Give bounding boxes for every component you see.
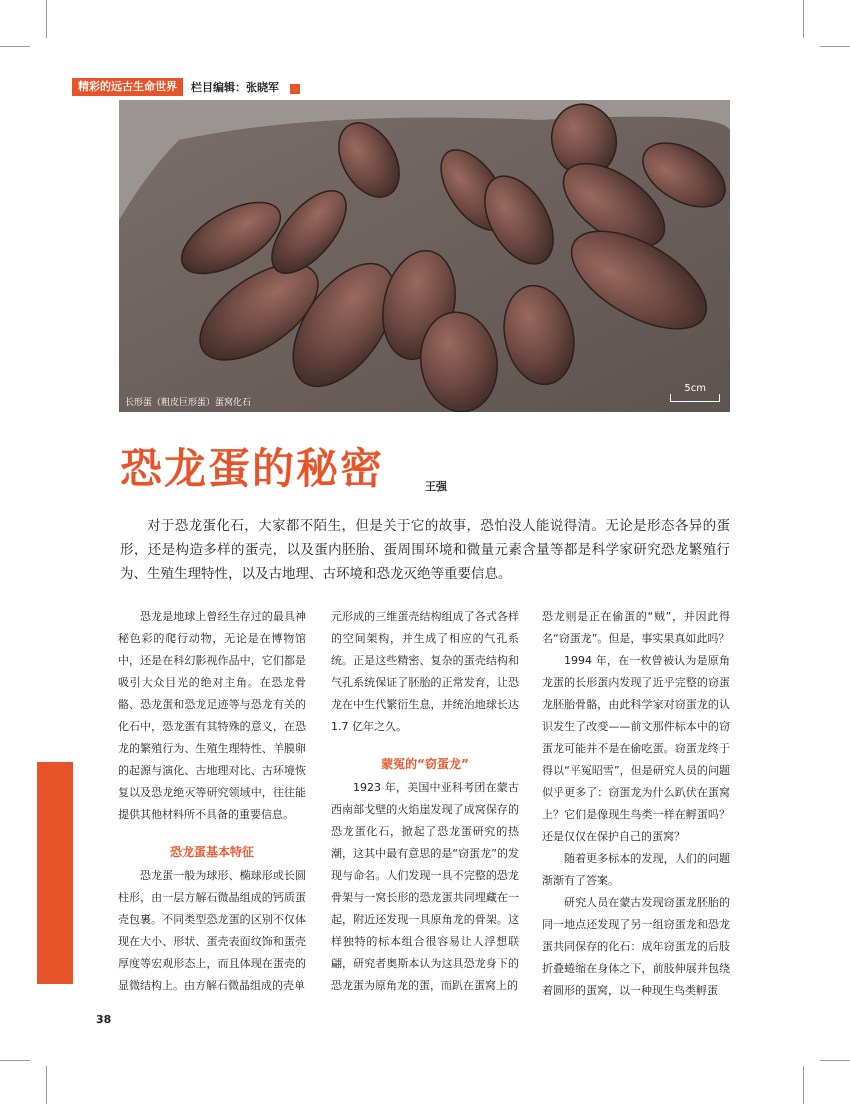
crop-mark [0,1060,30,1061]
header-accent-square [290,84,300,94]
side-accent-bar [37,762,73,984]
page-number: 38 [96,1013,112,1026]
crop-mark [46,0,47,38]
paragraph: 恐龙则是正在偷蛋的“贼”，并因此得名“窃蛋龙”。但是，事实果真如此吗？ [542,610,730,645]
crop-mark [803,0,804,38]
paragraph: 恐龙是地球上曾经生存过的最具神秘色彩的爬行动物，无论是在博物馆中，还是在科幻影视作品中，它们都是吸引大众目光的绝对主角。在恐龙骨骼、恐龙蛋和恐龙足迹等与恐龙有关的化石中，恐龙蛋有其特殊的意义，在恐龙的繁殖行为、生殖生理特性、羊膜卵的起源与演化、古地理对比、古环境恢复以及恐龙绝灭等研究领域中，往往能提供其他材料所不具备的重要信息。 [118,610,306,821]
paragraph: 1923 年，美国中亚科考团在蒙古西南部戈壁的火焰崖发现了成窝保存的恐龙蛋化石，掀起了恐龙蛋研究的热潮，这其中最有意思的是“窃蛋龙”的发现与命名。人们发现一具不完整的恐龙骨架与一窝长形的恐龙蛋共同埋藏在一起，附近还发现一具原角龙的骨架。这样独特的标本组合很容易让人浮想联翩，研究者奥斯本认为这具恐龙身下的恐龙蛋为原角龙的蛋，而趴在蛋窝上的 [331,781,519,992]
crop-mark [46,1066,47,1104]
column-tag: 精彩的远古生命世界 [72,78,183,96]
column-header [72,78,279,96]
egg-nest-fossil-photo [119,100,730,412]
crop-mark [0,46,30,47]
paragraph: 1994 年，在一枚曾被认为是原角龙蛋的长形蛋内发现了近乎完整的窃蛋龙胚胎骨骼，由此科学家对窃蛋龙的认识发生了改变——前文那件标本中的窃蛋龙可能并不是在偷吃蛋。窃蛋龙终于得以“平冤昭雪”，但是研究人员的问题似乎更多了：窃蛋龙为什么趴伏在蛋窝上？它们是像现生鸟类一样在孵蛋吗？还是仅仅在保护自己的蛋窝？ [542,654,730,843]
paragraph: 随着更多标本的发现，人们的问题渐渐有了答案。 [542,852,730,887]
fossil-illustration [119,100,730,412]
section-heading: 恐龙蛋基本特征 [169,845,254,859]
paragraph: 元形成的三维蛋壳结构组成了各式各样的空间架构，并生成了相应的气孔系统。正是这些精密、复杂的蛋壳结构和气孔系统保证了胚胎的正常发育，让恐龙在中生代繁衍生息，并统治地球长达 1.7 亿年之久。 [331,610,519,733]
text-column-3 [542,606,730,1002]
article-intro: 对于恐龙蛋化石，大家都不陌生，但是关于它的故事，恐怕没人能说得清。无论是形态各异的蛋形，还是构造多样的蛋壳，以及蛋内胚胎、蛋周围环境和微量元素含量等都是科学家研究恐龙繁殖行为、生殖生理特性，以及古地理、古环境和恐龙灭绝等重要信息。 [120,518,730,582]
crop-mark [803,1066,804,1104]
text-column-2 [331,606,519,997]
article-author: 王强 [425,480,447,493]
scale-bar [670,394,720,402]
article-title: 恐龙蛋的秘密 [120,444,385,493]
section-heading: 蒙冤的“窃蛋龙” [381,757,469,771]
paragraph: 研究人员在蒙古发现窃蛋龙胚胎的同一地点还发现了另一组窃蛋龙和恐龙蛋共同保存的化石：成年窃蛋龙的后肢折叠蜷缩在身体之下，前肢伸展并包绕着圆形的蛋窝，以一种现生鸟类孵蛋 [542,896,730,997]
text-column-1 [118,606,306,997]
paragraph: 恐龙蛋一般为球形、椭球形或长圆柱形，由一层方解石微晶组成的钙质蛋壳包裹。不同类型恐龙蛋的区别不仅体现在大小、形状、蛋壳表面纹饰和蛋壳厚度等宏观形态上，而且体现在蛋壳的显微结构上。由方解石微晶组成的壳单 [118,869,306,992]
column-editor: 栏目编辑：张晓军 [191,81,279,94]
crop-mark [820,46,850,47]
scale-label: 5cm [684,383,706,394]
crop-mark [820,1060,850,1061]
photo-caption: 长形蛋（粗皮巨形蛋）蛋窝化石 [125,398,252,408]
